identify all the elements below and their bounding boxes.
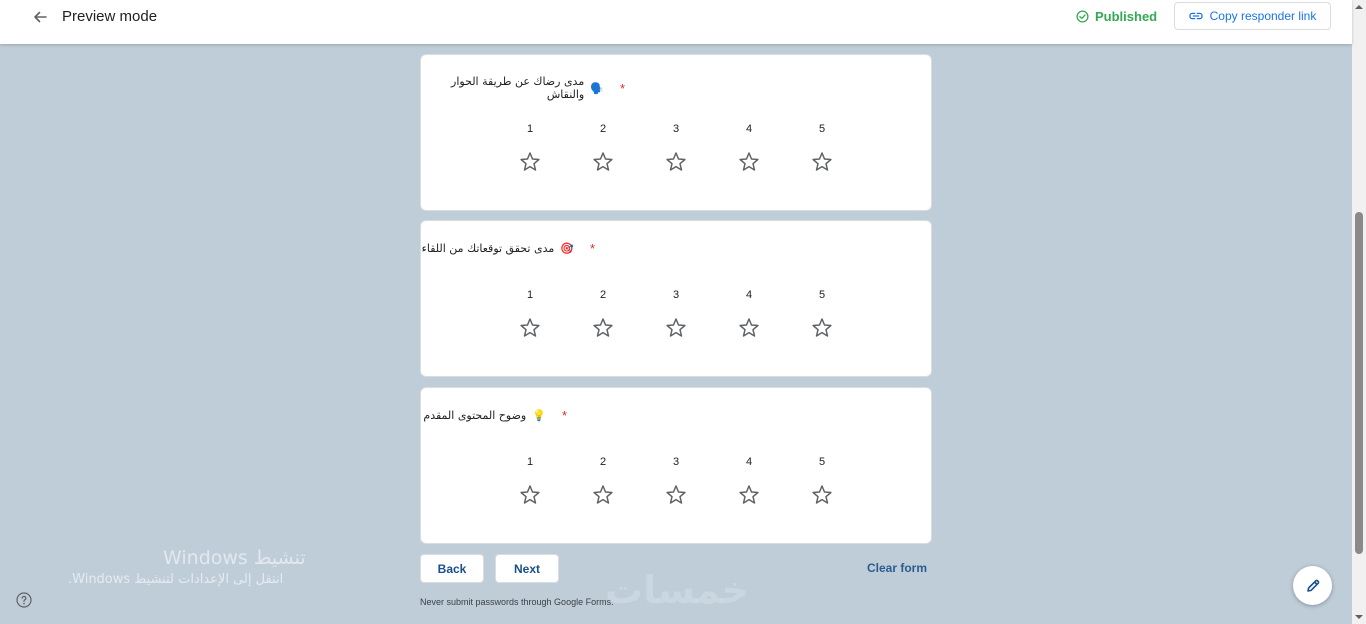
published-label: Published <box>1095 9 1158 24</box>
lightbulb-icon: 💡 <box>532 410 546 422</box>
required-asterisk: * <box>589 241 595 256</box>
rating-number: 4 <box>745 289 753 301</box>
windows-activation-title: تنشيط Windows <box>163 547 306 569</box>
rating-number: 5 <box>818 289 826 301</box>
target-icon: 🎯 <box>560 243 574 255</box>
scroll-down-arrow-icon[interactable] <box>1352 610 1366 624</box>
rating-number: 1 <box>526 123 534 135</box>
rating-number: 5 <box>818 123 826 135</box>
rating-number: 1 <box>526 456 534 468</box>
edit-button[interactable] <box>1293 566 1332 605</box>
star-icon[interactable] <box>738 317 760 339</box>
star-icon[interactable] <box>811 484 833 506</box>
scroll-up-arrow-icon[interactable] <box>1352 0 1366 14</box>
question-text: مدى رضاك عن طريقة الحوار والنقاش <box>451 75 585 101</box>
scrollbar[interactable] <box>1352 0 1366 624</box>
rating-number: 3 <box>672 123 680 135</box>
published-status <box>1076 9 1157 24</box>
rating-option[interactable] <box>510 121 550 173</box>
rating-option[interactable] <box>802 454 842 506</box>
question-card <box>420 220 932 377</box>
rating-option[interactable] <box>656 287 696 339</box>
rating-option[interactable] <box>510 454 550 506</box>
required-asterisk: * <box>619 80 625 96</box>
rating-scale <box>421 55 931 210</box>
star-icon[interactable] <box>665 151 687 173</box>
star-icon[interactable] <box>811 151 833 173</box>
star-icon[interactable] <box>738 484 760 506</box>
next-button[interactable]: Next <box>495 554 559 583</box>
rating-option[interactable] <box>802 121 842 173</box>
rating-option[interactable] <box>729 454 769 506</box>
clear-form-button[interactable]: Clear form <box>867 561 928 575</box>
rating-option[interactable] <box>583 121 623 173</box>
rating-scale <box>421 221 931 376</box>
rating-number: 2 <box>599 289 607 301</box>
rating-number: 3 <box>672 456 680 468</box>
star-icon[interactable] <box>519 317 541 339</box>
pencil-icon <box>1305 578 1321 594</box>
back-button[interactable]: Back <box>420 554 484 583</box>
rating-number: 3 <box>672 289 680 301</box>
top-bar <box>0 0 1352 44</box>
check-circle-icon <box>1076 10 1089 23</box>
watermark: خمسات <box>605 568 749 612</box>
copy-link-label: Copy responder link <box>1209 9 1317 23</box>
rating-number: 5 <box>818 456 826 468</box>
rating-option[interactable] <box>656 454 696 506</box>
password-warning: Never submit passwords through Google Forms. <box>420 597 614 607</box>
star-icon[interactable] <box>665 484 687 506</box>
back-arrow-icon[interactable] <box>28 5 52 29</box>
rating-number: 4 <box>745 456 753 468</box>
rating-option[interactable] <box>656 121 696 173</box>
speaking-head-icon: 🗣️ <box>590 82 604 95</box>
copy-responder-link-button[interactable] <box>1174 2 1331 30</box>
page-title: Preview mode <box>62 8 158 25</box>
rating-option[interactable] <box>729 287 769 339</box>
rating-number: 1 <box>526 289 534 301</box>
star-icon[interactable] <box>592 151 614 173</box>
star-icon[interactable] <box>519 151 541 173</box>
rating-number: 2 <box>599 456 607 468</box>
rating-scale <box>421 388 931 543</box>
required-asterisk: * <box>561 408 567 423</box>
star-icon[interactable] <box>592 317 614 339</box>
link-icon <box>1189 11 1203 21</box>
rating-option[interactable] <box>802 287 842 339</box>
star-icon[interactable] <box>665 317 687 339</box>
question-text: وضوح المحتوى المقدم <box>423 409 527 422</box>
star-icon[interactable] <box>519 484 541 506</box>
help-icon[interactable] <box>16 592 32 608</box>
question-card <box>420 54 932 211</box>
rating-option[interactable] <box>510 287 550 339</box>
scrollbar-thumb[interactable] <box>1355 212 1363 554</box>
windows-activation-subtitle: انتقل إلى الإعدادات لتنشيط Windows. <box>68 572 284 587</box>
question-card <box>420 387 932 544</box>
rating-option[interactable] <box>729 121 769 173</box>
rating-option[interactable] <box>583 454 623 506</box>
star-icon[interactable] <box>592 484 614 506</box>
rating-option[interactable] <box>583 287 623 339</box>
question-text: مدى تحقق توقعاتك من اللقاء <box>421 242 555 255</box>
star-icon[interactable] <box>811 317 833 339</box>
star-icon[interactable] <box>738 151 760 173</box>
rating-number: 4 <box>745 123 753 135</box>
rating-number: 2 <box>599 123 607 135</box>
